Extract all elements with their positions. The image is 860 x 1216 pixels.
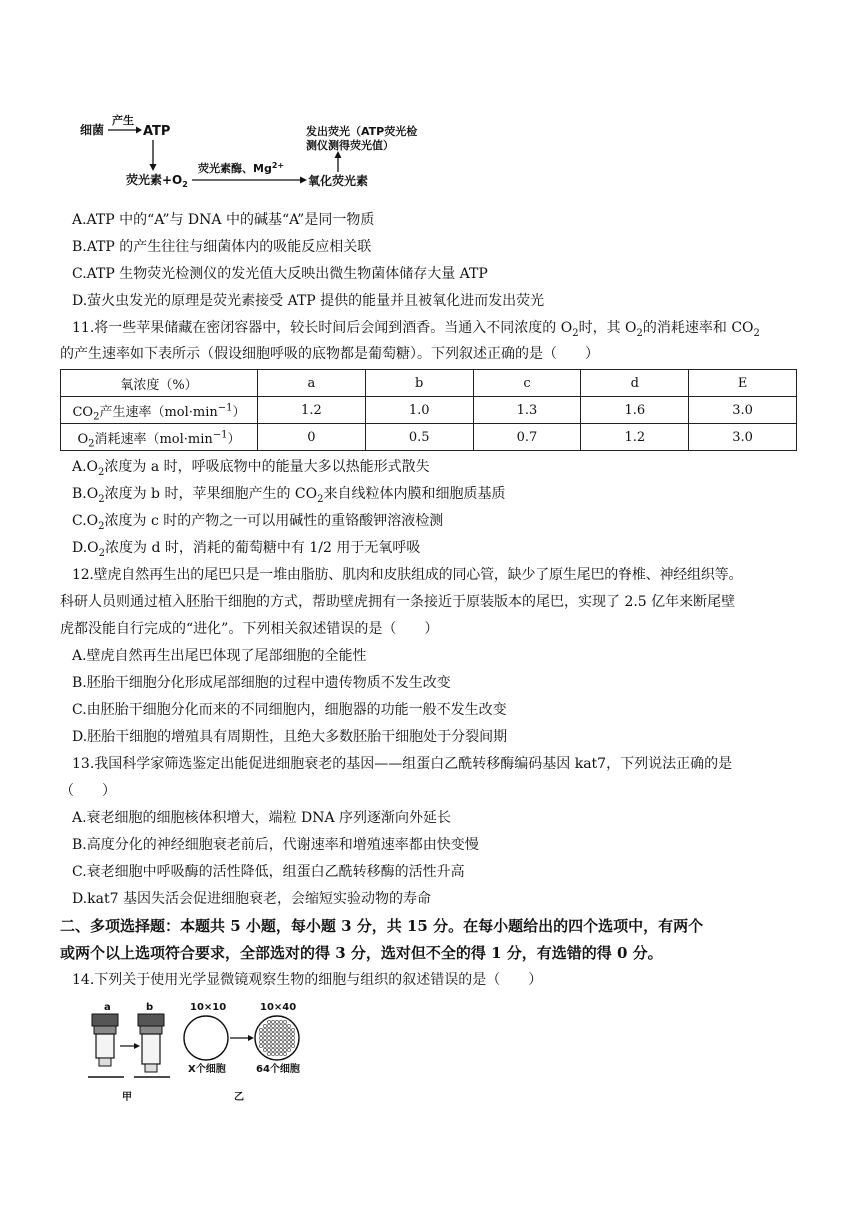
fig-jia-label: 甲 [122,1092,132,1103]
oxyluciferin-label: 氧化荧光素 [308,174,369,188]
o2-rate-label: $O_2$消耗速率$(mol\cdot\min^{-1})$ [61,424,258,451]
table-cell: 0.7 [473,424,581,451]
table-header-cell: a [258,370,366,397]
q12-stem-line3: 虎都没能自行完成的“进化”。下列相关叙述错误的是（ ） [60,621,439,637]
q13-option-c: C.衰老细胞中呼吸酶的活性降低，组蛋白乙酰转移酶的活性升高 [72,864,465,880]
microscope-figure [84,1000,344,1120]
section2-heading-line1: 二、多项选择题：本题共 5 小题，每小题 3 分，共 15 分。在每小题给出的四个选项中，有两个 [60,917,704,935]
q13-stem-line2: （ ） [60,783,116,799]
view-field-low [184,1016,228,1060]
table-header-cell: b [365,370,473,397]
q12-option-a: A.壁虎自然再生出尾巴体现了尾部细胞的全能性 [72,648,367,664]
table-cell: 3.0 [689,424,797,451]
q14-stem: 14.下列关于使用光学显微镜观察生物的细胞与组织的叙述错误的是（ ） [72,972,543,988]
view-field-high [255,1016,299,1060]
q12-option-c: C.由胚胎干细胞分化而来的不同细胞内，细胞器的功能一般不发生改变 [72,702,507,718]
table-cell: 1.2 [258,397,366,424]
q12-stem-line1: 12.壁虎自然再生出的尾巴只是一堆由脂肪、肌肉和皮肤组成的同心管，缺少了原生尾巴的脊椎、神经组织等。 [72,567,743,583]
q13-option-d: D.kat7 基因失活会促进细胞衰老，会缩短实验动物的寿命 [72,891,431,907]
table-header-cell: d [581,370,689,397]
table-cell: 1.6 [581,397,689,424]
enzyme-label: 荧光素酶、$Mg^{2+}$ [198,161,285,175]
q12-option-d: D.胚胎干细胞的增殖具有周期性，且绝大多数胚胎干细胞处于分裂间期 [72,729,508,745]
objective-lens-b [138,1014,164,1072]
mag-10x10-label: 10×10 [190,1002,227,1013]
table-cell: 1.3 [473,397,581,424]
table-row [61,424,797,451]
emit-arrowhead [335,151,342,158]
mag-10x40-label: 10×40 [260,1002,297,1013]
down-arrowhead [150,164,157,171]
q13-option-a: A.衰老细胞的细胞核体积增大，端粒 DNA 序列逐渐向外延长 [72,810,452,826]
q11-table [60,369,797,451]
table-cell: 0.5 [365,424,473,451]
objective-a-label: a [104,1002,111,1013]
section2-heading-line2: 或两个以上选项符合要求，全部选对的得 3 分，选对但不全的得 1 分，有选错的得 0 分。 [60,944,663,962]
objective-arrowhead [134,1043,140,1049]
q11-stem-line2: 的产生速率如下表所示（假设细胞呼吸的底物都是葡萄糖）。下列叙述正确的是（ ） [60,346,599,362]
table-cell: 1.0 [365,397,473,424]
table-header-cell: E [689,370,797,397]
oxidation-arrowhead [300,177,307,184]
fig-yi-label: 乙 [234,1092,244,1103]
view-arrowhead [248,1035,254,1041]
x-cells-label: X个细胞 [188,1064,226,1075]
q13-stem-line1: 13.我国科学家筛选鉴定出能促进细胞衰老的基因——组蛋白乙酰转移酶编码基因 kat7，下列说法正确的是 [72,756,733,772]
objective-lens-a [92,1014,118,1066]
table-cell: 0 [258,424,366,451]
q10-option-a: A.ATP 中的“A”与 DNA 中的碱基“A”是同一物质 [72,212,375,228]
table-header-cell: 氧浓度（%） [61,370,258,397]
cells-64-label: 64个细胞 [256,1064,300,1075]
q11-option-c: $C.O_2$浓度为 c 时的产物之一可以用碱性的重铬酸钾溶液检测 [72,513,444,532]
produce-arrowhead [136,127,142,134]
luciferin-label: 荧光素$+O_2$ [126,173,188,189]
q10-option-d: D.萤火虫发光的原理是荧光素接受 ATP 提供的能量并且被氧化进而发出荧光 [72,293,545,309]
table-row [61,370,797,397]
bacteria-label: 细菌 [80,123,105,137]
table-cell: 3.0 [689,397,797,424]
q11-option-a: $A.O_2$浓度为 a 时，呼吸底物中的能量大多以热能形式散失 [72,459,430,478]
table-cell: 1.2 [581,424,689,451]
table-header-cell: c [473,370,581,397]
emit-line1: 发出荧光（ATP荧光检 [306,125,418,138]
q12-stem-line2: 科研人员则通过植入胚胎干细胞的方式，帮助壁虎拥有一条接近于原装版本的尾巴，实现了 2.5 亿年来断尾壁 [60,594,736,610]
q11-option-b: $B.O_2$浓度为 b 时，苹果细胞产生的 $CO_2$来自线粒体内膜和细胞质基质 [72,486,506,505]
produce-label: 产生 [112,114,134,127]
objective-b-label: b [146,1002,154,1013]
q10-option-b: B.ATP 的产生往往与细菌体内的吸能反应相关联 [72,239,372,255]
q13-option-b: B.高度分化的神经细胞衰老前后，代谢速率和增殖速率都由快变慢 [72,837,479,853]
co2-rate-label: $CO_2$产生速率$(mol\cdot\min^{-1})$ [61,397,258,424]
atp-fluorescence-diagram [80,110,420,195]
emit-line2: 测仪测得荧光值） [306,139,394,152]
atp-label: ATP [143,124,171,139]
q10-option-c: C.ATP 生物荧光检测仪的发光值大反映出微生物菌体储存大量 ATP [72,266,488,282]
q12-option-b: B.胚胎干细胞分化形成尾部细胞的过程中遗传物质不发生改变 [72,675,451,691]
q11-stem-line1: 11.将一些苹果储藏在密闭容器中，较长时间后会闻到酒香。当通入不同浓度的 $O_2$时，其 $O_2$的消耗速率和 $CO_2$ [72,320,760,339]
table-row [61,397,797,424]
q11-option-d: $D.O_2$浓度为 d 时，消耗的葡萄糖中有 1/2 用于无氧呼吸 [72,540,421,559]
